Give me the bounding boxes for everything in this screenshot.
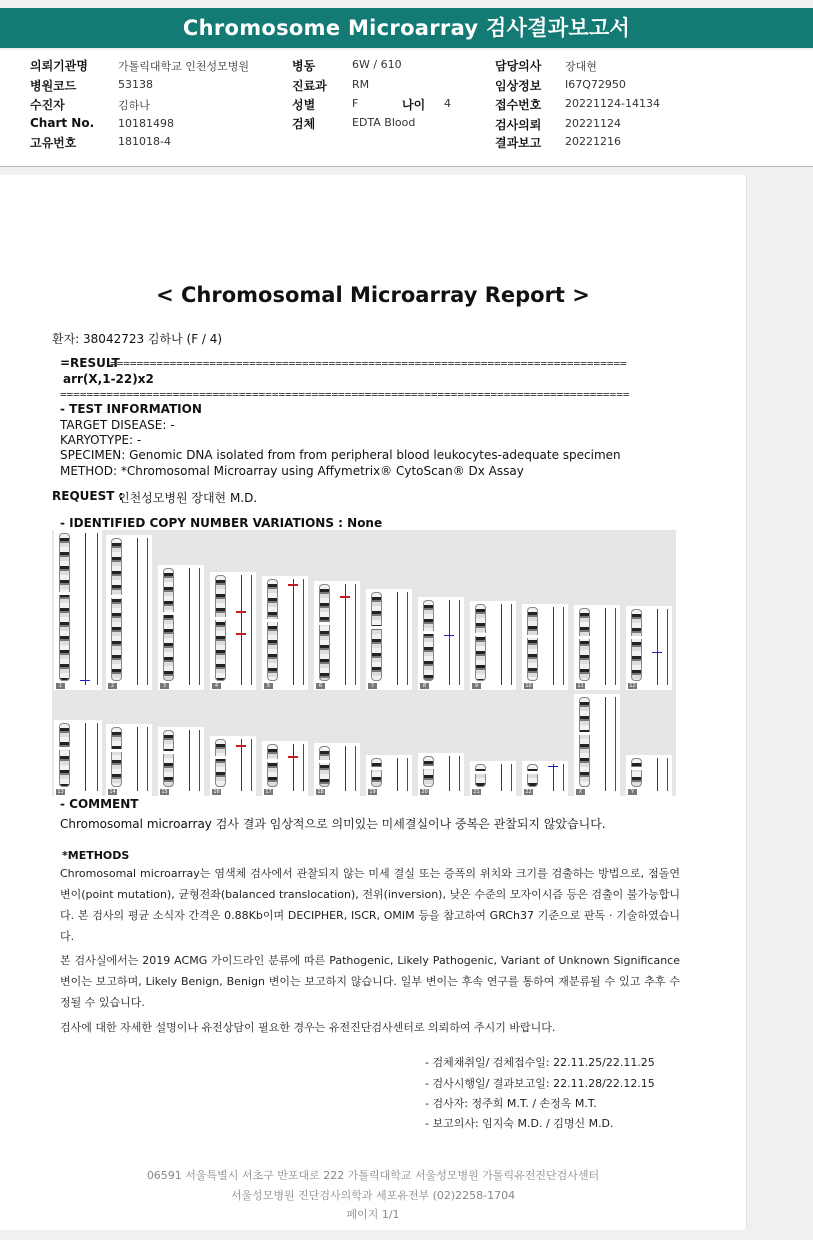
centromere-20 xyxy=(423,766,434,769)
chromosome-card-11 xyxy=(574,605,620,690)
chromosome-label-20: 20 xyxy=(421,789,428,795)
copy-number-track-5 xyxy=(293,579,294,685)
report-title: < Chromosomal Microarray Report > xyxy=(156,283,590,307)
chromosome-ideogram-X xyxy=(579,697,590,787)
chromosome-label-X: X xyxy=(576,789,585,795)
copy-number-track-Y xyxy=(657,758,658,791)
request-value: 인천성모병원 장대현 M.D. xyxy=(118,491,258,505)
copy-number-track-21 xyxy=(501,764,502,791)
centromere-10 xyxy=(527,635,538,638)
segment-marker-4-1 xyxy=(236,611,246,613)
chromosome-ideogram-15 xyxy=(163,730,174,787)
methods-heading: *METHODS xyxy=(62,849,130,862)
meta-value-chart-no: 10181498 xyxy=(118,117,174,130)
meta-label-hospital-code: 병원코드 xyxy=(30,79,77,93)
chromosome-label-9: 9 xyxy=(472,683,481,689)
cnv-heading: - IDENTIFIED COPY NUMBER VARIATIONS : None xyxy=(60,516,383,530)
centromere-18 xyxy=(319,760,330,763)
baseline-track-14 xyxy=(147,727,148,791)
methods-paragraph-2: 본 검사실에서는 2019 ACMG 가이드라인 분류에 따른 Pathogenic, Likely Pathogenic, Variant of Unknown Significance 변이는 보고하며, Likely Benign, Benign 변이는 보고하지 않습니다. 일부 변이는 후속 연구를 통하여 재분류될 수 있고 추후 수정될 수 있습니다. xyxy=(60,954,680,1009)
meta-value-clinical-info: I67Q72950 xyxy=(565,78,626,91)
sign-line-collection: - 검체채취일/ 검체접수일: 22.11.25/22.11.25 xyxy=(425,1056,655,1069)
chromosome-label-2: 2 xyxy=(108,683,117,689)
centromere-15 xyxy=(163,751,174,754)
meta-label-unique-no: 고유번호 xyxy=(30,136,77,150)
chromosome-label-4: 4 xyxy=(212,683,221,689)
probe-marker-1-1 xyxy=(80,680,90,681)
baseline-track-1 xyxy=(97,533,98,685)
chromosome-label-5: 5 xyxy=(264,683,273,689)
karyotype: KARYOTYPE: - xyxy=(60,433,142,447)
baseline-track-Y xyxy=(667,758,668,791)
methods-paragraph-3: 검사에 대한 자세한 설명이나 유전상담이 필요한 경우는 유전진단검사센터로 의뢰하여 주시기 바랍니다. xyxy=(60,1021,556,1034)
baseline-track-20 xyxy=(459,756,460,791)
copy-number-track-22 xyxy=(553,764,554,791)
meta-value-department: RM xyxy=(352,78,370,91)
chromosome-label-19: 19 xyxy=(369,789,376,795)
meta-value-age: 4 xyxy=(444,97,451,110)
chromosome-card-4 xyxy=(210,572,256,690)
chromosome-card-14 xyxy=(106,724,152,796)
chromosome-card-8 xyxy=(418,597,464,690)
meta-value-ward: 6W / 610 xyxy=(352,58,402,71)
copy-number-track-19 xyxy=(397,758,398,791)
baseline-track-16 xyxy=(251,739,252,791)
chromosome-ideogram-9 xyxy=(475,604,486,681)
chromosome-label-1: 1 xyxy=(56,683,65,689)
centromere-16 xyxy=(215,756,226,759)
test-info-heading: - TEST INFORMATION xyxy=(60,402,202,416)
meta-label-sex: 성별 xyxy=(292,98,316,112)
chromosome-card-15 xyxy=(158,727,204,796)
chromosome-label-13: 13 xyxy=(57,789,64,795)
copy-number-track-13 xyxy=(85,723,86,791)
chromosome-card-22 xyxy=(522,761,568,796)
chromosome-ideogram-21 xyxy=(475,764,486,787)
chromosome-ideogram-20 xyxy=(423,756,434,787)
methods-paragraph-1: Chromosomal microarray는 염색체 검사에서 관찰되지 않는 미세 결실 또는 증폭의 위치와 크기를 검출하는 방법으로, 점돌연변이(point mutation), 균형전좌(balanced translocation), 전위(inversion), 낮은 수준의 모자이시즘 등은 검출이 불가능합니다. 본 검사의 평균 소식자 간격은 0.88Kb이며 DECIPHER, ISCR, OMIM 등을 참고하여 GRCh37 기준으로 판독 · 기술하였습니다. xyxy=(60,867,680,943)
patient-line: 환자: 38042723 김하나 (F / 4) xyxy=(52,332,223,346)
chromosome-label-21: 21 xyxy=(473,789,480,795)
patient-meta-panel xyxy=(0,50,813,167)
meta-value-unique-no: 181018-4 xyxy=(118,135,171,148)
meta-value-accession-no: 20221124-14134 xyxy=(565,97,660,110)
meta-label-report-date: 결과보고 xyxy=(495,136,542,150)
report-banner-title: Chromosome Microarray 검사결과보고서 xyxy=(0,8,813,48)
meta-value-physician: 장대현 xyxy=(565,60,597,73)
copy-number-track-X xyxy=(605,697,606,791)
chromosome-card-21 xyxy=(470,761,516,796)
centromere-11 xyxy=(579,636,590,639)
meta-label-request-date: 검사의뢰 xyxy=(495,118,542,132)
meta-label-patient: 수진자 xyxy=(30,98,65,112)
centromere-Y xyxy=(631,767,642,770)
centromere-8 xyxy=(423,631,434,634)
method: METHOD: *Chromosomal Microarray using Affymetrix® CytoScan® Dx Assay xyxy=(60,464,524,478)
baseline-track-5 xyxy=(303,579,304,685)
chromosome-card-5 xyxy=(262,576,308,690)
copy-number-track-14 xyxy=(137,727,138,791)
copy-number-track-15 xyxy=(189,730,190,791)
centromere-4 xyxy=(215,617,226,620)
chromosome-card-12 xyxy=(626,606,672,690)
centromere-19 xyxy=(371,767,382,770)
meta-value-request-date: 20221124 xyxy=(565,117,621,130)
chromosome-card-7 xyxy=(366,589,412,690)
chromosome-label-18: 18 xyxy=(317,789,324,795)
copy-number-track-1 xyxy=(85,533,86,685)
chromosome-ideogram-2 xyxy=(111,538,122,681)
baseline-track-3 xyxy=(199,568,200,685)
meta-value-patient: 김하나 xyxy=(118,99,150,112)
centromere-5 xyxy=(267,619,278,622)
centromere-1 xyxy=(59,592,70,595)
copy-number-track-11 xyxy=(605,608,606,685)
centromere-13 xyxy=(59,747,70,750)
copy-number-track-6 xyxy=(345,584,346,685)
chromosome-card-19 xyxy=(366,755,412,796)
meta-value-hospital-code: 53138 xyxy=(118,78,153,91)
centromere-21 xyxy=(475,771,486,774)
copy-number-track-8 xyxy=(449,600,450,685)
sign-line-technologist: - 검사자: 정주희 M.T. / 손정옥 M.T. xyxy=(425,1097,597,1110)
copy-number-track-7 xyxy=(397,592,398,685)
baseline-track-4 xyxy=(251,575,252,685)
chromosome-card-1 xyxy=(54,530,102,690)
chromosome-ideogram-5 xyxy=(267,579,278,681)
copy-number-track-18 xyxy=(345,746,346,791)
chromosome-ideogram-6 xyxy=(319,584,330,681)
result-rule-bottom: ====================================================================================== xyxy=(60,388,630,401)
chromosome-ideogram-1 xyxy=(59,533,70,681)
comment-text: Chromosomal microarray 검사 결과 임상적으로 의미있는 미세결실이나 중복은 관찰되지 않았습니다. xyxy=(60,817,606,831)
chromosome-ideogram-8 xyxy=(423,600,434,681)
meta-value-institution: 가톨릭대학교 인천성모병원 xyxy=(118,60,250,73)
baseline-track-10 xyxy=(563,607,564,685)
centromere-3 xyxy=(163,612,174,615)
centromere-9 xyxy=(475,633,486,636)
chromosome-card-10 xyxy=(522,604,568,690)
chromosome-ideogram-3 xyxy=(163,568,174,681)
baseline-track-21 xyxy=(511,764,512,791)
chromosome-card-16 xyxy=(210,736,256,796)
chromosome-label-12: 12 xyxy=(629,683,636,689)
chromosome-label-3: 3 xyxy=(160,683,169,689)
meta-label-chart-no: Chart No. xyxy=(30,116,95,130)
chromosome-label-10: 10 xyxy=(525,683,532,689)
copy-number-track-3 xyxy=(189,568,190,685)
copy-number-track-10 xyxy=(553,607,554,685)
chromosome-ideogram-12 xyxy=(631,609,642,681)
segment-marker-16-1 xyxy=(236,745,246,747)
chromosome-ideogram-16 xyxy=(215,739,226,787)
baseline-track-6 xyxy=(355,584,356,685)
chromosome-label-6: 6 xyxy=(316,683,325,689)
sign-line-test-date: - 검사시행일/ 결과보고일: 22.11.28/22.12.15 xyxy=(425,1077,655,1090)
footer-department: 서울성모병원 진단검사의학과 세포유전부 (02)2258-1704 xyxy=(230,1189,516,1202)
baseline-track-X xyxy=(615,697,616,791)
chromosome-label-17: 17 xyxy=(265,789,272,795)
copy-number-track-4 xyxy=(241,575,242,685)
report-page xyxy=(0,175,747,1230)
chromosome-label-15: 15 xyxy=(161,789,168,795)
target-disease: TARGET DISEASE: - xyxy=(60,418,175,432)
meta-label-department: 진료과 xyxy=(292,79,327,93)
chromosome-card-3 xyxy=(158,565,204,690)
copy-number-track-2 xyxy=(137,538,138,685)
copy-number-track-9 xyxy=(501,604,502,685)
sign-line-physician: - 보고의사: 임지숙 M.D. / 김명신 M.D. xyxy=(425,1117,614,1130)
chromosome-ideogram-7 xyxy=(371,592,382,681)
meta-label-clinical-info: 임상정보 xyxy=(495,79,542,93)
segment-marker-5-1 xyxy=(288,584,298,586)
centromere-7 xyxy=(371,626,382,629)
chromosome-label-14: 14 xyxy=(109,789,116,795)
chromosome-label-11: 11 xyxy=(577,683,584,689)
centromere-22 xyxy=(527,771,538,774)
baseline-track-9 xyxy=(511,604,512,685)
centromere-6 xyxy=(319,622,330,625)
chromosome-card-20 xyxy=(418,753,464,796)
meta-value-specimen: EDTA Blood xyxy=(352,116,416,129)
baseline-track-22 xyxy=(563,764,564,791)
chromosome-label-16: 16 xyxy=(213,789,220,795)
chromosome-label-Y: Y xyxy=(628,789,637,795)
chromosome-label-8: 8 xyxy=(420,683,429,689)
meta-value-sex: F xyxy=(352,97,359,110)
result-label: =RESULT xyxy=(60,356,120,370)
probe-marker-12-1 xyxy=(652,652,662,653)
chromosome-ideogram-10 xyxy=(527,607,538,681)
segment-marker-17-1 xyxy=(288,756,298,758)
probe-marker-8-1 xyxy=(444,635,454,636)
copy-number-track-17 xyxy=(293,744,294,791)
specimen: SPECIMEN: Genomic DNA isolated from from peripheral blood leukocytes-adequate specimen xyxy=(60,448,621,462)
meta-value-report-date: 20221216 xyxy=(565,135,621,148)
probe-marker-22-1 xyxy=(548,766,558,767)
baseline-track-13 xyxy=(97,723,98,791)
karyogram-panel xyxy=(52,530,676,796)
segment-marker-6-1 xyxy=(340,596,350,598)
segment-marker-4-2 xyxy=(236,633,246,635)
chromosome-card-2 xyxy=(106,535,152,690)
footer-page-number: 페이지 1/1 xyxy=(346,1208,400,1221)
meta-label-institution: 의뢰기관명 xyxy=(30,59,88,73)
chromosome-card-6 xyxy=(314,581,360,690)
chromosome-ideogram-22 xyxy=(527,764,538,787)
request-label: REQUEST : xyxy=(52,489,124,503)
chromosome-card-13 xyxy=(54,720,102,796)
chromosome-card-X xyxy=(574,694,620,796)
chromosome-card-18 xyxy=(314,743,360,796)
baseline-track-11 xyxy=(615,608,616,685)
meta-label-age: 나이 xyxy=(402,98,426,112)
baseline-track-19 xyxy=(407,758,408,791)
chromosome-ideogram-17 xyxy=(267,744,278,787)
centromere-12 xyxy=(631,636,642,639)
baseline-track-8 xyxy=(459,600,460,685)
baseline-track-15 xyxy=(199,730,200,791)
result-rule: ============================================================================== xyxy=(110,357,627,370)
meta-label-ward: 병동 xyxy=(292,59,316,73)
chromosome-ideogram-19 xyxy=(371,758,382,787)
centromere-X xyxy=(579,732,590,735)
copy-number-track-20 xyxy=(449,756,450,791)
result-value: arr(X,1-22)x2 xyxy=(63,372,154,386)
meta-label-specimen: 검체 xyxy=(292,117,316,131)
chromosome-card-17 xyxy=(262,741,308,796)
baseline-track-7 xyxy=(407,592,408,685)
chromosome-ideogram-14 xyxy=(111,727,122,787)
meta-label-accession-no: 접수번호 xyxy=(495,98,542,112)
centromere-2 xyxy=(111,595,122,598)
chromosome-ideogram-Y xyxy=(631,758,642,787)
baseline-track-17 xyxy=(303,744,304,791)
centromere-17 xyxy=(267,759,278,762)
chromosome-ideogram-18 xyxy=(319,746,330,787)
chromosome-card-Y xyxy=(626,755,672,796)
footer-address: 06591 서울특별시 서초구 반포대로 222 가톨릭대학교 서울성모병원 가톨릭유전진단검사센터 xyxy=(146,1169,600,1182)
chromosome-label-22: 22 xyxy=(525,789,532,795)
chromosome-ideogram-11 xyxy=(579,608,590,681)
centromere-14 xyxy=(111,749,122,752)
chromosome-card-9 xyxy=(470,601,516,690)
baseline-track-12 xyxy=(667,609,668,685)
meta-label-physician: 담당의사 xyxy=(495,59,542,73)
chromosome-label-7: 7 xyxy=(368,683,377,689)
copy-number-track-12 xyxy=(657,609,658,685)
baseline-track-2 xyxy=(147,538,148,685)
chromosome-ideogram-13 xyxy=(59,723,70,787)
baseline-track-18 xyxy=(355,746,356,791)
comment-heading: - COMMENT xyxy=(60,797,139,811)
chromosome-ideogram-4 xyxy=(215,575,226,681)
